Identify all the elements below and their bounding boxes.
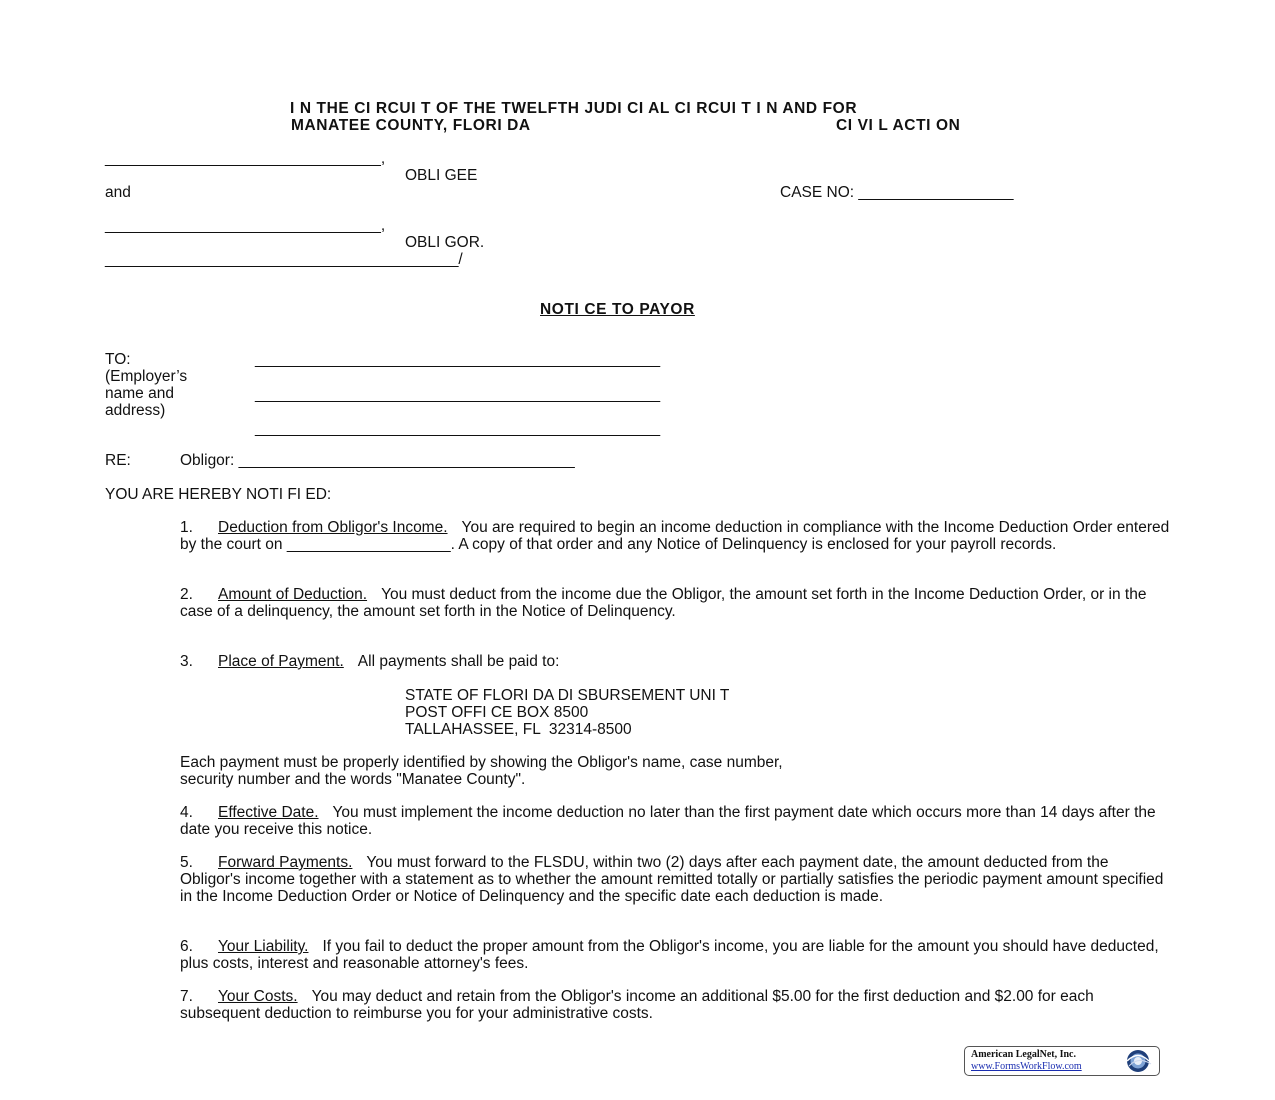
- item-heading: Amount of Deduction.: [218, 586, 368, 603]
- item-text: You must forward to the FLSDU, within two (2) days after each payment date, the amount deducted from the Obligor's income together with a statement as to whether the amount remitted totally or partially satisfies the periodic payment amount specified in the Income Deduction Order or Notice of Delinquency and the specific date each deduction is made.: [180, 854, 1164, 905]
- item-text: You may deduct and retain from the Obligor's income an additional $5.00 for the first deduction and $2.00 for each subsequent deduction to reimburse you for your administrative costs.: [180, 988, 1094, 1022]
- item-text: You must implement the income deduction no later than the first payment date which occurs more than 14 days after the date you receive this notice.: [180, 804, 1156, 838]
- employer-blank-line2: _______________________________________________: [255, 386, 661, 403]
- employer-label-line2: name and: [105, 385, 174, 402]
- obligor-label: OBLI GOR.: [405, 234, 485, 251]
- logo-company-name: American LegalNet, Inc.: [971, 1049, 1076, 1060]
- re-obligor-line: Obligor: _______________________________________: [180, 452, 575, 469]
- item-text: All payments shall be paid to:: [357, 653, 560, 670]
- item-number: 3.: [180, 653, 193, 670]
- address-line: POST OFFI CE BOX 8500: [405, 704, 589, 721]
- item-number: 2.: [180, 586, 193, 603]
- notified-heading: YOU ARE HEREBY NOTI FI ED:: [105, 486, 332, 503]
- item-heading: Your Liability.: [218, 938, 309, 955]
- item-place-of-payment: [180, 653, 1170, 670]
- item-heading: Place of Payment.: [218, 653, 344, 670]
- item-forward-payments: [180, 854, 1170, 905]
- footer-logo[interactable]: [964, 1046, 1160, 1076]
- identification-note-line1: Each payment must be properly identified by showing the Obligor's name, case number,: [180, 754, 783, 771]
- payment-address: [405, 687, 729, 738]
- address-line: TALLAHASSEE, FL 32314-8500: [405, 721, 632, 738]
- item-number: 1.: [180, 519, 193, 536]
- item-heading: Forward Payments.: [218, 854, 353, 871]
- to-label: TO:: [105, 351, 131, 368]
- court-heading-county: MANATEE COUNTY, FLORI DA: [291, 117, 531, 134]
- item-heading: Effective Date.: [218, 804, 319, 821]
- obligor-blank: ________________________________,: [105, 217, 386, 234]
- employer-blank-line3: _______________________________________________: [255, 420, 661, 437]
- item-your-costs: [180, 988, 1170, 1022]
- item-number: 6.: [180, 938, 193, 955]
- document-title: NOTI CE TO PAYOR: [540, 301, 695, 318]
- caption-close-line: _________________________________________/: [105, 251, 463, 268]
- and-word: and: [105, 184, 131, 201]
- obligee-label: OBLI GEE: [405, 167, 478, 184]
- employer-label-line1: (Employer’s: [105, 368, 188, 385]
- logo-url-link[interactable]: www.FormsWorkFlow.com: [971, 1061, 1082, 1072]
- identification-note-line2: security number and the words "Manatee County".: [180, 771, 526, 788]
- employer-blank-line1: _______________________________________________: [255, 351, 661, 368]
- employer-label-line3: address): [105, 402, 166, 419]
- re-label: RE:: [105, 452, 131, 469]
- item-text: You are required to begin an income deduction in compliance with the Income Deduction Order entered by the court on ___________________. A copy of that order and any Notice of Delinquency is enclosed for your payroll records.: [180, 519, 1170, 553]
- item-number: 5.: [180, 854, 193, 871]
- item-number: 7.: [180, 988, 193, 1005]
- address-line: STATE OF FLORI DA DI SBURSEMENT UNI T: [405, 687, 730, 704]
- item-text: If you fail to deduct the proper amount from the Obligor's income, you are liable for the amount you should have deducted, plus costs, interest and reasonable attorney's fees.: [180, 938, 1159, 972]
- item-deduction-from-income: [180, 519, 1170, 553]
- case-number: CASE NO: __________________: [780, 184, 1014, 201]
- court-heading-line1: I N THE CI RCUI T OF THE TWELFTH JUDI CI AL CI RCUI T I N AND FOR: [290, 100, 858, 117]
- civil-action-label: CI VI L ACTI ON: [836, 117, 961, 134]
- item-heading: Deduction from Obligor's Income.: [218, 519, 448, 536]
- item-heading: Your Costs.: [218, 988, 298, 1005]
- item-effective-date: [180, 804, 1170, 838]
- item-your-liability: [180, 938, 1170, 972]
- item-text: You must deduct from the income due the Obligor, the amount set forth in the Income Deduction Order, or in the case of a delinquency, the amount set forth in the Notice of Delinquency.: [180, 586, 1147, 620]
- obligee-blank: ________________________________,: [105, 150, 386, 167]
- globe-icon: [1121, 1048, 1155, 1074]
- item-amount-of-deduction: [180, 586, 1170, 620]
- item-number: 4.: [180, 804, 193, 821]
